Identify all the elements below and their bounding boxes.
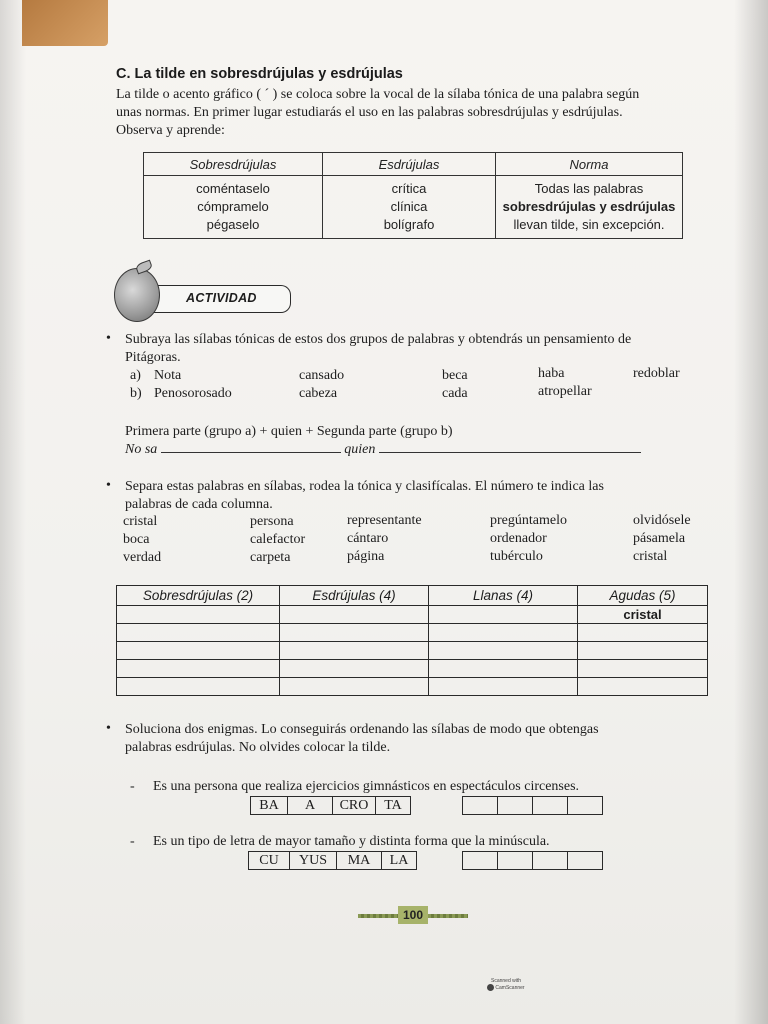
exercise3-instruction: [125, 721, 725, 757]
word-item: verdad: [123, 550, 162, 565]
example-word: coméntaselo: [196, 181, 270, 196]
answer-blank-2[interactable]: [379, 452, 641, 453]
table-cell[interactable]: [280, 660, 429, 678]
word-item: tubérculo: [490, 549, 543, 564]
rule-line: llevan tilde, sin excepción.: [513, 217, 665, 232]
table-cell[interactable]: [117, 660, 280, 678]
activity-label-box: [142, 285, 291, 313]
answer-box[interactable]: [568, 851, 603, 870]
scanner-watermark: [484, 978, 528, 1014]
watermark-brand: [484, 984, 528, 991]
rule-line: Todas las palabras: [534, 181, 644, 196]
word-item: olvidósele: [633, 513, 691, 528]
answer-box[interactable]: [568, 796, 603, 815]
accent-rule-table: [143, 152, 683, 239]
rule-line: sobresdrújulas y esdrújulas: [502, 199, 676, 214]
answer-prefix: No sa: [125, 442, 158, 457]
syllable-tile: BA: [250, 796, 288, 815]
bullet-icon: •: [106, 721, 111, 736]
table-cell[interactable]: [117, 678, 280, 696]
instruction-line: Subraya las sílabas tónicas de estos dos grupos de palabras y obtendrás un pensamiento de: [125, 332, 632, 347]
riddle1-answer-boxes: [462, 796, 603, 815]
word-item: cabeza: [299, 386, 338, 401]
table-cell[interactable]: [429, 660, 578, 678]
word-item: carpeta: [250, 550, 291, 565]
word-item: Nota: [154, 368, 182, 383]
example-word: crítica: [391, 181, 427, 196]
header-llanas: Llanas (4): [429, 586, 578, 606]
section-intro: [116, 86, 716, 140]
example-word: cómpramelo: [197, 199, 269, 214]
norm-rule: [496, 176, 683, 239]
header-esdrujulas: Esdrújulas (4): [280, 586, 429, 606]
word-item: cristal: [633, 549, 668, 564]
activity-label: ACTIVIDAD: [186, 291, 257, 305]
bullet-icon: •: [106, 478, 111, 493]
word-item: Penosorosado: [154, 386, 232, 401]
page-number: 100: [398, 906, 428, 924]
riddle1-text: Es una persona que realiza ejercicios gimnásticos en espectáculos circenses.: [153, 779, 580, 794]
table-cell[interactable]: [578, 642, 708, 660]
riddle2-answer-boxes: [462, 851, 603, 870]
example-word: pégaselo: [206, 217, 260, 232]
exercise1-instruction: [125, 331, 725, 367]
word-item: ordenador: [490, 531, 547, 546]
answer-blank-1[interactable]: [161, 452, 341, 453]
instruction-line: Soluciona dos enigmas. Lo conseguirás ordenando las sílabas de modo que obtengas: [125, 722, 599, 737]
header-sobresdrujulas: Sobresdrújulas: [144, 153, 323, 176]
table-cell[interactable]: [578, 660, 708, 678]
row-label: a): [130, 368, 141, 383]
syllable-tile: CU: [248, 851, 290, 870]
table-cell[interactable]: [280, 606, 429, 624]
example-word: clínica: [390, 199, 428, 214]
answer-box[interactable]: [498, 796, 533, 815]
instruction-line: Pitágoras.: [125, 350, 181, 365]
syllable-tile: CRO: [333, 796, 376, 815]
syllable-tile: TA: [376, 796, 411, 815]
word-item: cristal: [123, 514, 158, 529]
word-item: página: [347, 549, 385, 564]
table-cell[interactable]: [429, 642, 578, 660]
dash: -: [130, 834, 135, 849]
syllable-tile: MA: [337, 851, 382, 870]
answer-line: [125, 441, 685, 459]
header-norma: Norma: [496, 153, 683, 176]
page-shadow-right: [734, 0, 768, 1024]
table-cell[interactable]: [280, 642, 429, 660]
formula: Primera parte (grupo a) + quien + Segunda parte (grupo b): [125, 424, 453, 439]
word-item: beca: [442, 368, 468, 383]
word-item: haba: [538, 366, 565, 381]
page-number-badge: [358, 906, 470, 924]
instruction-line: Separa estas palabras en sílabas, rodea la tónica y clasifícalas. El número te indica las: [125, 479, 604, 494]
page-shadow-left: [0, 0, 26, 1024]
table-cell[interactable]: [429, 678, 578, 696]
table-cell[interactable]: [578, 678, 708, 696]
esdrujulas-examples: [323, 176, 496, 239]
classification-table: [116, 585, 708, 696]
word-item: cansado: [299, 368, 345, 383]
section-title: C. La tilde en sobresdrújulas y esdrújulas: [116, 66, 403, 82]
word-item: pregúntamelo: [490, 513, 567, 528]
dash: -: [130, 779, 135, 794]
intro-line: La tilde o acento gráfico ( ´ ) se coloca sobre la vocal de la sílaba tónica de una palabra según: [116, 87, 640, 102]
riddle1-syllables: [250, 796, 411, 815]
word-item: cada: [442, 386, 468, 401]
word-item: atropellar: [538, 384, 592, 399]
table-cell[interactable]: [429, 606, 578, 624]
table-cell[interactable]: [429, 624, 578, 642]
word-item: representante: [347, 513, 422, 528]
syllable-tile: YUS: [290, 851, 337, 870]
header-sobresdrujulas: Sobresdrújulas (2): [117, 586, 280, 606]
watermark-line: Scanned with: [490, 978, 522, 984]
table-cell[interactable]: [280, 678, 429, 696]
row-label: b): [130, 386, 142, 401]
sobresdrujulas-examples: [144, 176, 323, 239]
intro-line: unas normas. En primer lugar estudiarás el uso en las palabras sobresdrújulas y esdrújulas.: [116, 105, 623, 120]
word-item: cántaro: [347, 531, 389, 546]
decorative-rule: [428, 914, 468, 918]
table-cell[interactable]: [117, 642, 280, 660]
word-item: calefactor: [250, 532, 306, 547]
word-item: pásamela: [633, 531, 686, 546]
camscanner-logo-icon: [487, 984, 494, 991]
answer-box[interactable]: [462, 796, 498, 815]
syllable-tile: A: [288, 796, 333, 815]
answer-box[interactable]: [533, 796, 568, 815]
exercise2-instruction: [125, 478, 725, 514]
riddle2-text: Es un tipo de letra de mayor tamaño y distinta forma que la minúscula.: [153, 834, 550, 849]
syllable-tile: LA: [382, 851, 417, 870]
apple-icon: [114, 268, 160, 322]
example-word: bolígrafo: [383, 217, 435, 232]
header-esdrujulas: Esdrújulas: [323, 153, 496, 176]
word-item: persona: [250, 514, 294, 529]
bullet-icon: •: [106, 331, 111, 346]
header-agudas: Agudas (5): [578, 586, 708, 606]
decorative-rule: [358, 914, 398, 918]
table-cell[interactable]: [117, 606, 280, 624]
corner-tab: [22, 0, 108, 46]
watermark-brand-text: CamScanner: [495, 984, 525, 991]
table-cell-filled[interactable]: cristal: [578, 606, 708, 624]
answer-mid: quien: [344, 442, 376, 457]
riddle2-syllables: [248, 851, 417, 870]
answer-box[interactable]: [462, 851, 498, 870]
word-item: redoblar: [633, 366, 680, 381]
intro-line: Observa y aprende:: [116, 123, 225, 138]
word-item: boca: [123, 532, 150, 547]
answer-box[interactable]: [533, 851, 568, 870]
instruction-line: palabras de cada columna.: [125, 497, 273, 512]
instruction-line: palabras esdrújulas. No olvides colocar la tilde.: [125, 740, 391, 755]
table-cell[interactable]: [578, 624, 708, 642]
table-cell[interactable]: [117, 624, 280, 642]
table-cell[interactable]: [280, 624, 429, 642]
answer-box[interactable]: [498, 851, 533, 870]
activity-banner: [114, 268, 294, 324]
